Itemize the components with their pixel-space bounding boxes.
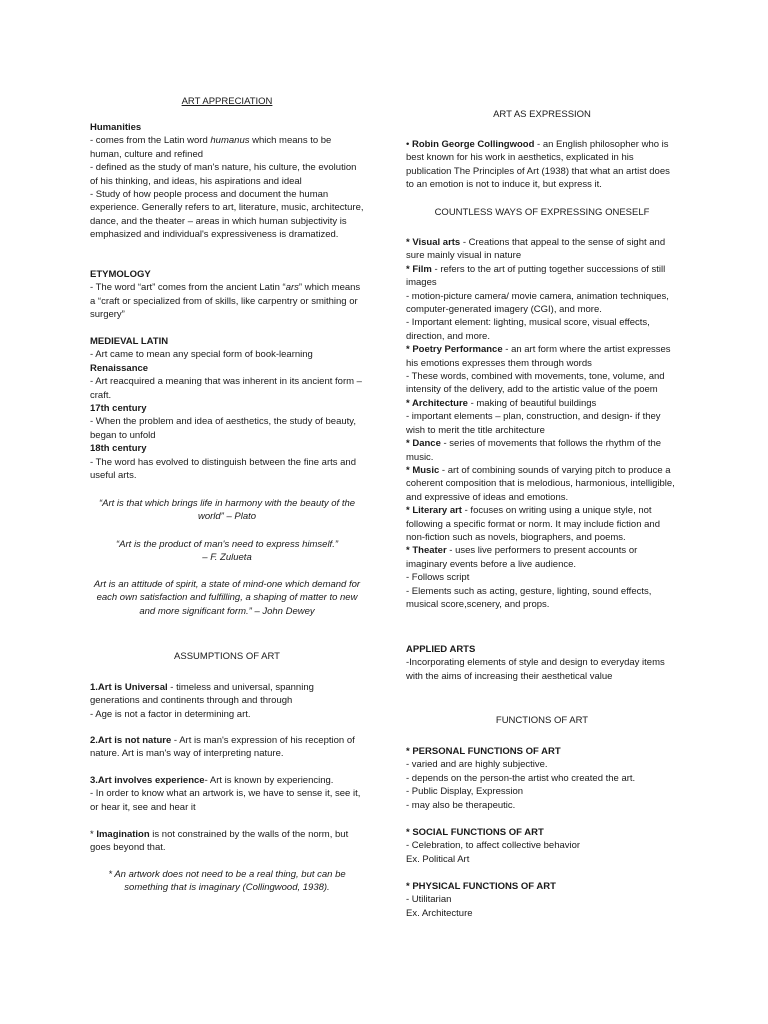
theater-heading: * Theater [406,545,447,557]
poetry-heading: * Poetry Performance [406,344,503,356]
century-17-line: - When the problem and idea of aesthetics, the study of beauty, began to unfold [90,416,356,441]
assumption-2 [90,734,364,761]
humanities-line-1 [90,134,364,161]
personal-functions-heading: * PERSONAL FUNCTIONS OF ART [406,746,561,757]
assumption-1-line-2: - Age is not a factor in determining art. [90,708,251,720]
physical-functions [406,880,678,920]
film-heading: * Film [406,263,432,275]
assumption-1-text: - timeless and universal, spanning generations and continents through and through [90,682,314,707]
assumption-3-line [90,774,364,787]
medieval-line: - Art came to mean any special form of book-learning [90,349,313,361]
quote-zulueta-text: “Art is the product of man's need to express himself.” [116,539,338,550]
architecture-text: - making of beautiful buildings [467,397,597,409]
poetry-item [406,343,678,370]
dance-heading: * Dance [406,438,441,450]
humanities-latin-word: humanus [210,135,250,147]
humanities-line-1-post: which means to be human, culture and refined [90,135,332,160]
imagination-line [90,828,364,855]
humanities-line-3: - Study of how people process and document the human experience. Generally refers to art, literature, music, architecture, dance, and the theater – areas in which human subjectivity is emphasized and individual's expressiveness is dramatized. [90,189,364,241]
theater-line-3: - Elements such as acting, gesture, lighting, sound effects, musical score,scenery, and props. [406,585,652,610]
assumption-2-line [90,734,364,761]
visual-arts-text: - Creations that appeal to the sense of sight and sure mainly visual in nature [406,237,666,262]
theater-line-2: - Follows script [406,572,470,584]
collingwood-section [406,138,678,192]
collingwood-line [406,138,678,192]
film-line-2: - motion-picture camera/ movie camera, animation techniques, computer-generated imagery (CGI), and more. [406,290,669,316]
film-line-3: - Important element: lighting, musical score, visual effects, direction, and more. [406,317,650,342]
assumption-2-text: - Art is man's expression of his reception of nature. Art is man's way of interpreting nature. [90,735,355,760]
physical-functions-heading: * PHYSICAL FUNCTIONS OF ART [406,881,556,892]
assumptions-title: ASSUMPTIONS OF ART [174,651,280,662]
humanities-section [90,121,364,242]
medieval-heading: MEDIEVAL LATIN [90,336,169,347]
page-title: ART APPRECIATION [181,96,273,107]
assumption-1-heading: 1.Art is Universal [90,682,168,693]
architecture-line-2: - important elements – plan, construction, and design- if they wish to merit the title architecture [406,411,661,436]
quote-zulueta [90,538,364,565]
personal-functions [406,745,678,812]
collingwood-name: Robin George Collingwood [411,139,535,150]
music-heading: * Music [406,464,440,476]
assumption-3 [90,774,364,814]
etymology-line-post: ” which means a “craft or specialized from of skills, like carpentry or smithing or surgery” [90,282,361,321]
theater-item [406,544,678,571]
collingwood-text: - an English philosopher who is best known for his work in aesthetics, explicated in his publication The Principles of Art (1938) that what an artist does to an emotion is not to induce it, but express it. [406,139,670,191]
assumption-2-heading: 2.Art is not nature [90,735,172,746]
personal-line-2: - depends on the person-the artist who created the art. [406,772,636,784]
applied-arts-section [406,643,678,683]
literary-item [406,504,678,544]
imagination-text: is not constrained by the walls of the norm, but goes beyond that. [90,829,349,854]
literary-text: - focuses on writing using a unique style, not following a specific format or norm. It may include fiction and non-fiction such as novels, biographers, and poems. [406,505,660,543]
dance-text: - series of movements that follows the rhythm of the music. [406,438,662,463]
collingwood-bullet: • [406,139,412,150]
assumption-1-line [90,681,364,708]
assumption-3-text: - Art is known by experiencing. [204,775,334,786]
century-18-line: - The word has evolved to distinguish between the fine arts and useful arts. [90,456,356,482]
renaissance-heading: Renaissance [90,362,149,374]
poetry-text: - an art form where the artist expresses his emotions expresses them through words [406,344,671,369]
assumption-1 [90,681,364,721]
ways-title: COUNTLESS WAYS OF EXPRESSING ONESELF [434,207,650,218]
social-functions-heading: * SOCIAL FUNCTIONS OF ART [406,827,544,838]
visual-arts-item [406,236,678,263]
century-17-heading: 17th century [90,403,147,415]
quote-dewey: Art is an attitude of spirit, a state of mind-one which demand for each own satisfaction and fulfilling, a shaping of matter to new and more significant form.” – John Dewey [93,579,361,617]
etymology-heading: ETYMOLOGY [90,269,151,280]
theater-text: - uses live performers to present accounts or imaginary events before a live audience. [406,545,638,570]
etymology-line-pre: - The word “art” comes from the ancient Latin “ [90,282,286,294]
imagination-note [90,828,364,855]
imagination-bullet: * [90,829,97,840]
ways-section [406,236,678,611]
visual-arts-heading: * Visual arts [406,237,461,248]
humanities-line-2: - defined as the study of man's nature, his culture, the evolution of his thinking, and ideas, his aspirations and ideal [90,162,357,187]
quote-plato: “Art is that which brings life in harmony with the beauty of the world” – Plato [98,498,356,523]
physical-line-1: - Utilitarian [406,894,452,906]
etymology-section [90,268,364,322]
expression-title: ART AS EXPRESSION [493,109,591,120]
century-18-heading: 18th century [90,443,147,455]
assumption-3-line-2: - In order to know what an artwork is, we have to sense it, see it, or hear it, see and hear it [90,788,361,813]
film-text: - refers to the art of putting together successions of still images [406,263,666,289]
assumption-3-heading: 3.Art involves experience [90,775,205,786]
physical-line-2: Ex. Architecture [406,907,473,919]
personal-line-3: - Public Display, Expression [406,786,524,798]
film-item [406,263,678,290]
functions-title: FUNCTIONS OF ART [495,715,589,726]
applied-arts-heading: APPLIED ARTS [406,644,476,655]
social-line-1: - Celebration, to affect collective behavior [406,840,581,852]
architecture-item [406,397,678,410]
applied-arts-text: -Incorporating elements of style and design to everyday items with the aims of increasing their aesthetical value [406,657,665,682]
music-item [406,464,678,504]
imagination-heading: Imagination [96,829,150,840]
renaissance-line: - Art reacquired a meaning that was inherent in its ancient form – craft. [90,376,362,401]
literary-heading: * Literary art [406,505,462,517]
architecture-heading: * Architecture [406,397,468,409]
medieval-section [90,335,364,482]
personal-line-1: - varied and are highly subjective. [406,759,548,771]
etymology-line [90,281,364,321]
quote-collingwood: * An artwork does not need to be a real thing, but can be something that is imaginary (Collingwood, 1938). [108,869,346,894]
etymology-latin-word: ars [285,282,299,294]
personal-line-4: - may also be therapeutic. [406,799,516,811]
social-line-2: Ex. Political Art [406,853,470,865]
dance-item [406,437,678,464]
humanities-line-1-pre: - comes from the Latin word [90,135,211,147]
poetry-line-2: - These words, combined with movements, tone, volume, and intensity of the delivery, add to the artistic value of the poem [406,371,665,396]
humanities-heading: Humanities [90,122,142,133]
social-functions [406,826,678,866]
quote-zulueta-author: – F. Zulueta [202,552,252,564]
music-text: - art of combining sounds of varying pitch to produce a coherent composition that is melodious, harmonious, intelligible, and expressive of ideas and emotions. [406,464,675,503]
